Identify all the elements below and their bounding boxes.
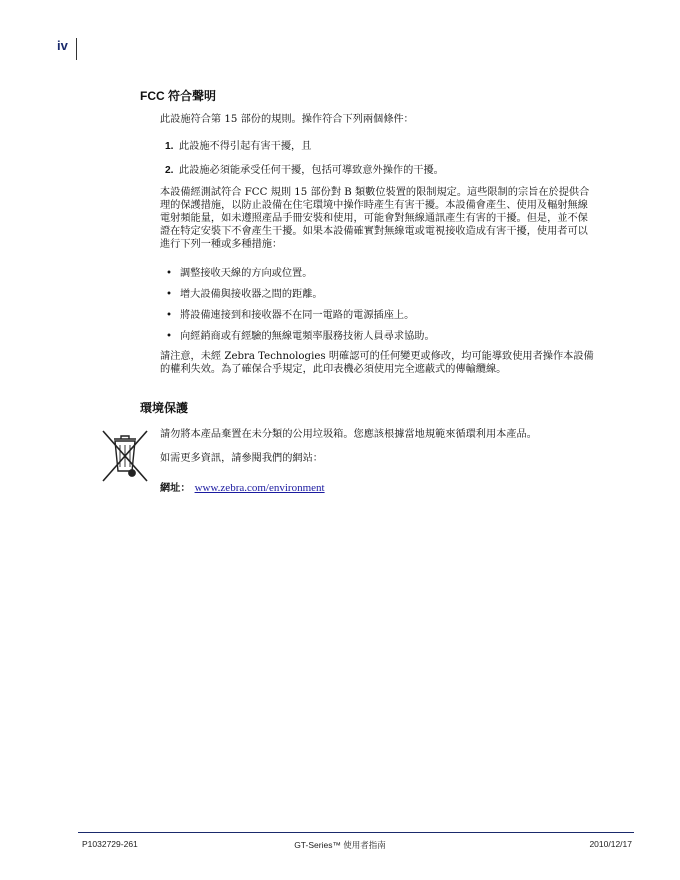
page-number: iv: [57, 38, 68, 53]
list-item: [166, 285, 323, 300]
list-text: 增大設備與接收器之間的距離。: [180, 289, 323, 300]
list-text: 將設備連接到和接收器不在同一電路的電源插座上。: [180, 310, 415, 321]
fcc-intro: 此設施符合第 15 部份的規則。操作符合下列兩個條件：: [160, 114, 414, 125]
list-item: [166, 327, 435, 342]
crossed-bin-icon: [100, 425, 150, 487]
guide-title: GT-Series™ 使用者指南: [294, 840, 386, 850]
list-item: [165, 161, 444, 176]
list-text: 此設施必須能承受任何干擾，包括可導致意外操作的干擾。: [179, 165, 444, 176]
environment-disposal-text: 請勿將本產品棄置在未分類的公用垃圾箱。您應該根據當地規範來循環利用本產品。: [160, 429, 537, 440]
list-item: [165, 137, 311, 152]
list-text: 向經銷商或有經驗的無線電頻率服務技術人員尋求協助。: [180, 331, 435, 342]
environment-website-link[interactable]: www.zebra.com/environment: [194, 482, 325, 494]
environment-section-title: 環境保護: [140, 401, 189, 415]
fcc-warning-paragraph: 請注意，未經 Zebra Technologies 明確認可的任何變更或修改，均可能導致使用者操作本設備的權利失效。為了確保合乎規定，此印表機必須使用完全遮蔽式的傳輸纜線。: [160, 351, 594, 375]
fcc-section-title: FCC 符合聲明: [140, 89, 216, 103]
bullet-icon: •: [166, 289, 173, 300]
bullet-icon: •: [166, 331, 173, 342]
list-text: 調整接收天線的方向或位置。: [180, 268, 313, 279]
website-label: 網址：: [160, 483, 191, 494]
environment-info-text: 如需更多資訊，請參閱我們的網站：: [160, 453, 323, 464]
fcc-body-paragraph: 本設備經測試符合 FCC 規則 15 部份對 B 類數位裝置的限制規定。這些限制的宗旨在於提供合理的保護措施，以防止設備在住宅環境中操作時產生有害干擾。本設備會產生、使用及輻射無線電射頻能量，如未遵照產品手冊安裝和使用，可能會對無線通訊產生有害的干擾。但是，並不保證在特定安裝下不會產生干擾。如果本設備確實對無線電或電視接收造成有害干擾，使用者可以進行下列一種或多種措施：: [160, 187, 590, 250]
bullet-icon: •: [166, 268, 173, 279]
list-item: [166, 264, 312, 279]
website-row: [160, 479, 325, 494]
bullet-icon: •: [166, 310, 173, 321]
list-number: 1.: [165, 141, 174, 152]
footer-divider: [78, 832, 634, 833]
list-number: 2.: [165, 165, 174, 176]
document-number: P1032729-261: [82, 839, 138, 849]
publication-date: 2010/12/17: [589, 839, 632, 849]
header-divider: [76, 38, 77, 60]
list-item: [166, 306, 414, 321]
list-text: 此設施不得引起有害干擾，且: [179, 141, 312, 152]
